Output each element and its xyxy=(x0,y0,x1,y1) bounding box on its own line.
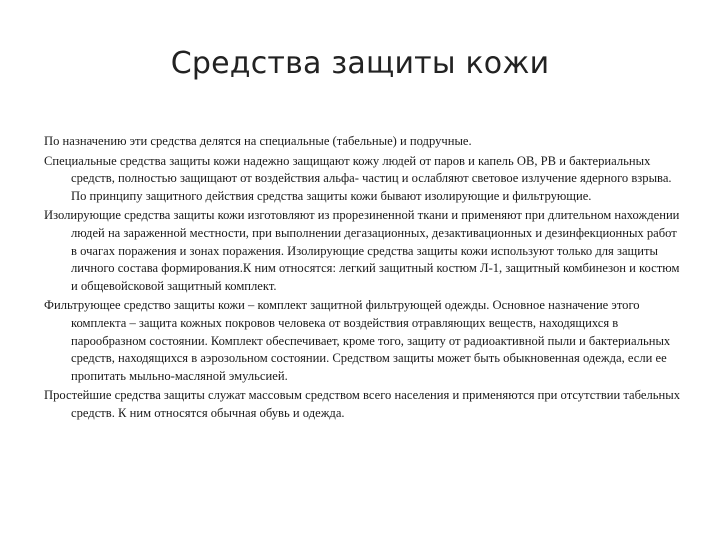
paragraph-filtering-means: Фильтрующее средство защиты кожи – комплект защитной фильтрующей одежды. Основное назначение этого комплекта – защита кожных покровов человека от воздействия отравляющих веществ, находящихся в парообразном состоянии. Комплект обеспечивает, кроме того, защиту от радиоактивной пыли и бактериальных средств, находящихся в аэрозольном состоянии. Средством защиты может быть обыкновенная одежда, если ее пропитать мыльно-масляной эмульсией. xyxy=(44,298,671,383)
paragraph-purpose: По назначению эти средства делятся на специальные (табельные) и подручные. xyxy=(44,134,472,148)
paragraph-insulating-means: Изолирующие средства защиты кожи изготовляют из прорезиненной ткани и применяют при длительном нахождении людей на зараженной местности, при выполнении дегазационных, дезактивационных и дезинфекционных работ в очагах поражения и зонах поражения. Изолирующие средства защиты кожи используют только для защиты личного состава формирования.К ним относятся: легкий защитный костюм Л-1, защитный комбинезон и костюм и общевойсковой защитный комплект. xyxy=(44,208,680,293)
slide-title: Средства защиты кожи xyxy=(170,46,550,81)
slide-body xyxy=(44,133,684,425)
paragraph-special-means: Специальные средства защиты кожи надежно защищают кожу людей от паров и капель ОВ, РВ и бактериальных средств, полностью защищают от воздействия альфа- частиц и ослабляют световое излучение ядерного взрыва. По принципу защитного действия средства защиты кожи бывают изолирующие и фильтрующие. xyxy=(44,153,672,203)
paragraph-simple-means: Простейшие средства защиты служат массовым средством всего населения и применяются при отсутствии табельных средств. К ним относятся обычная обувь и одежда. xyxy=(44,388,680,420)
